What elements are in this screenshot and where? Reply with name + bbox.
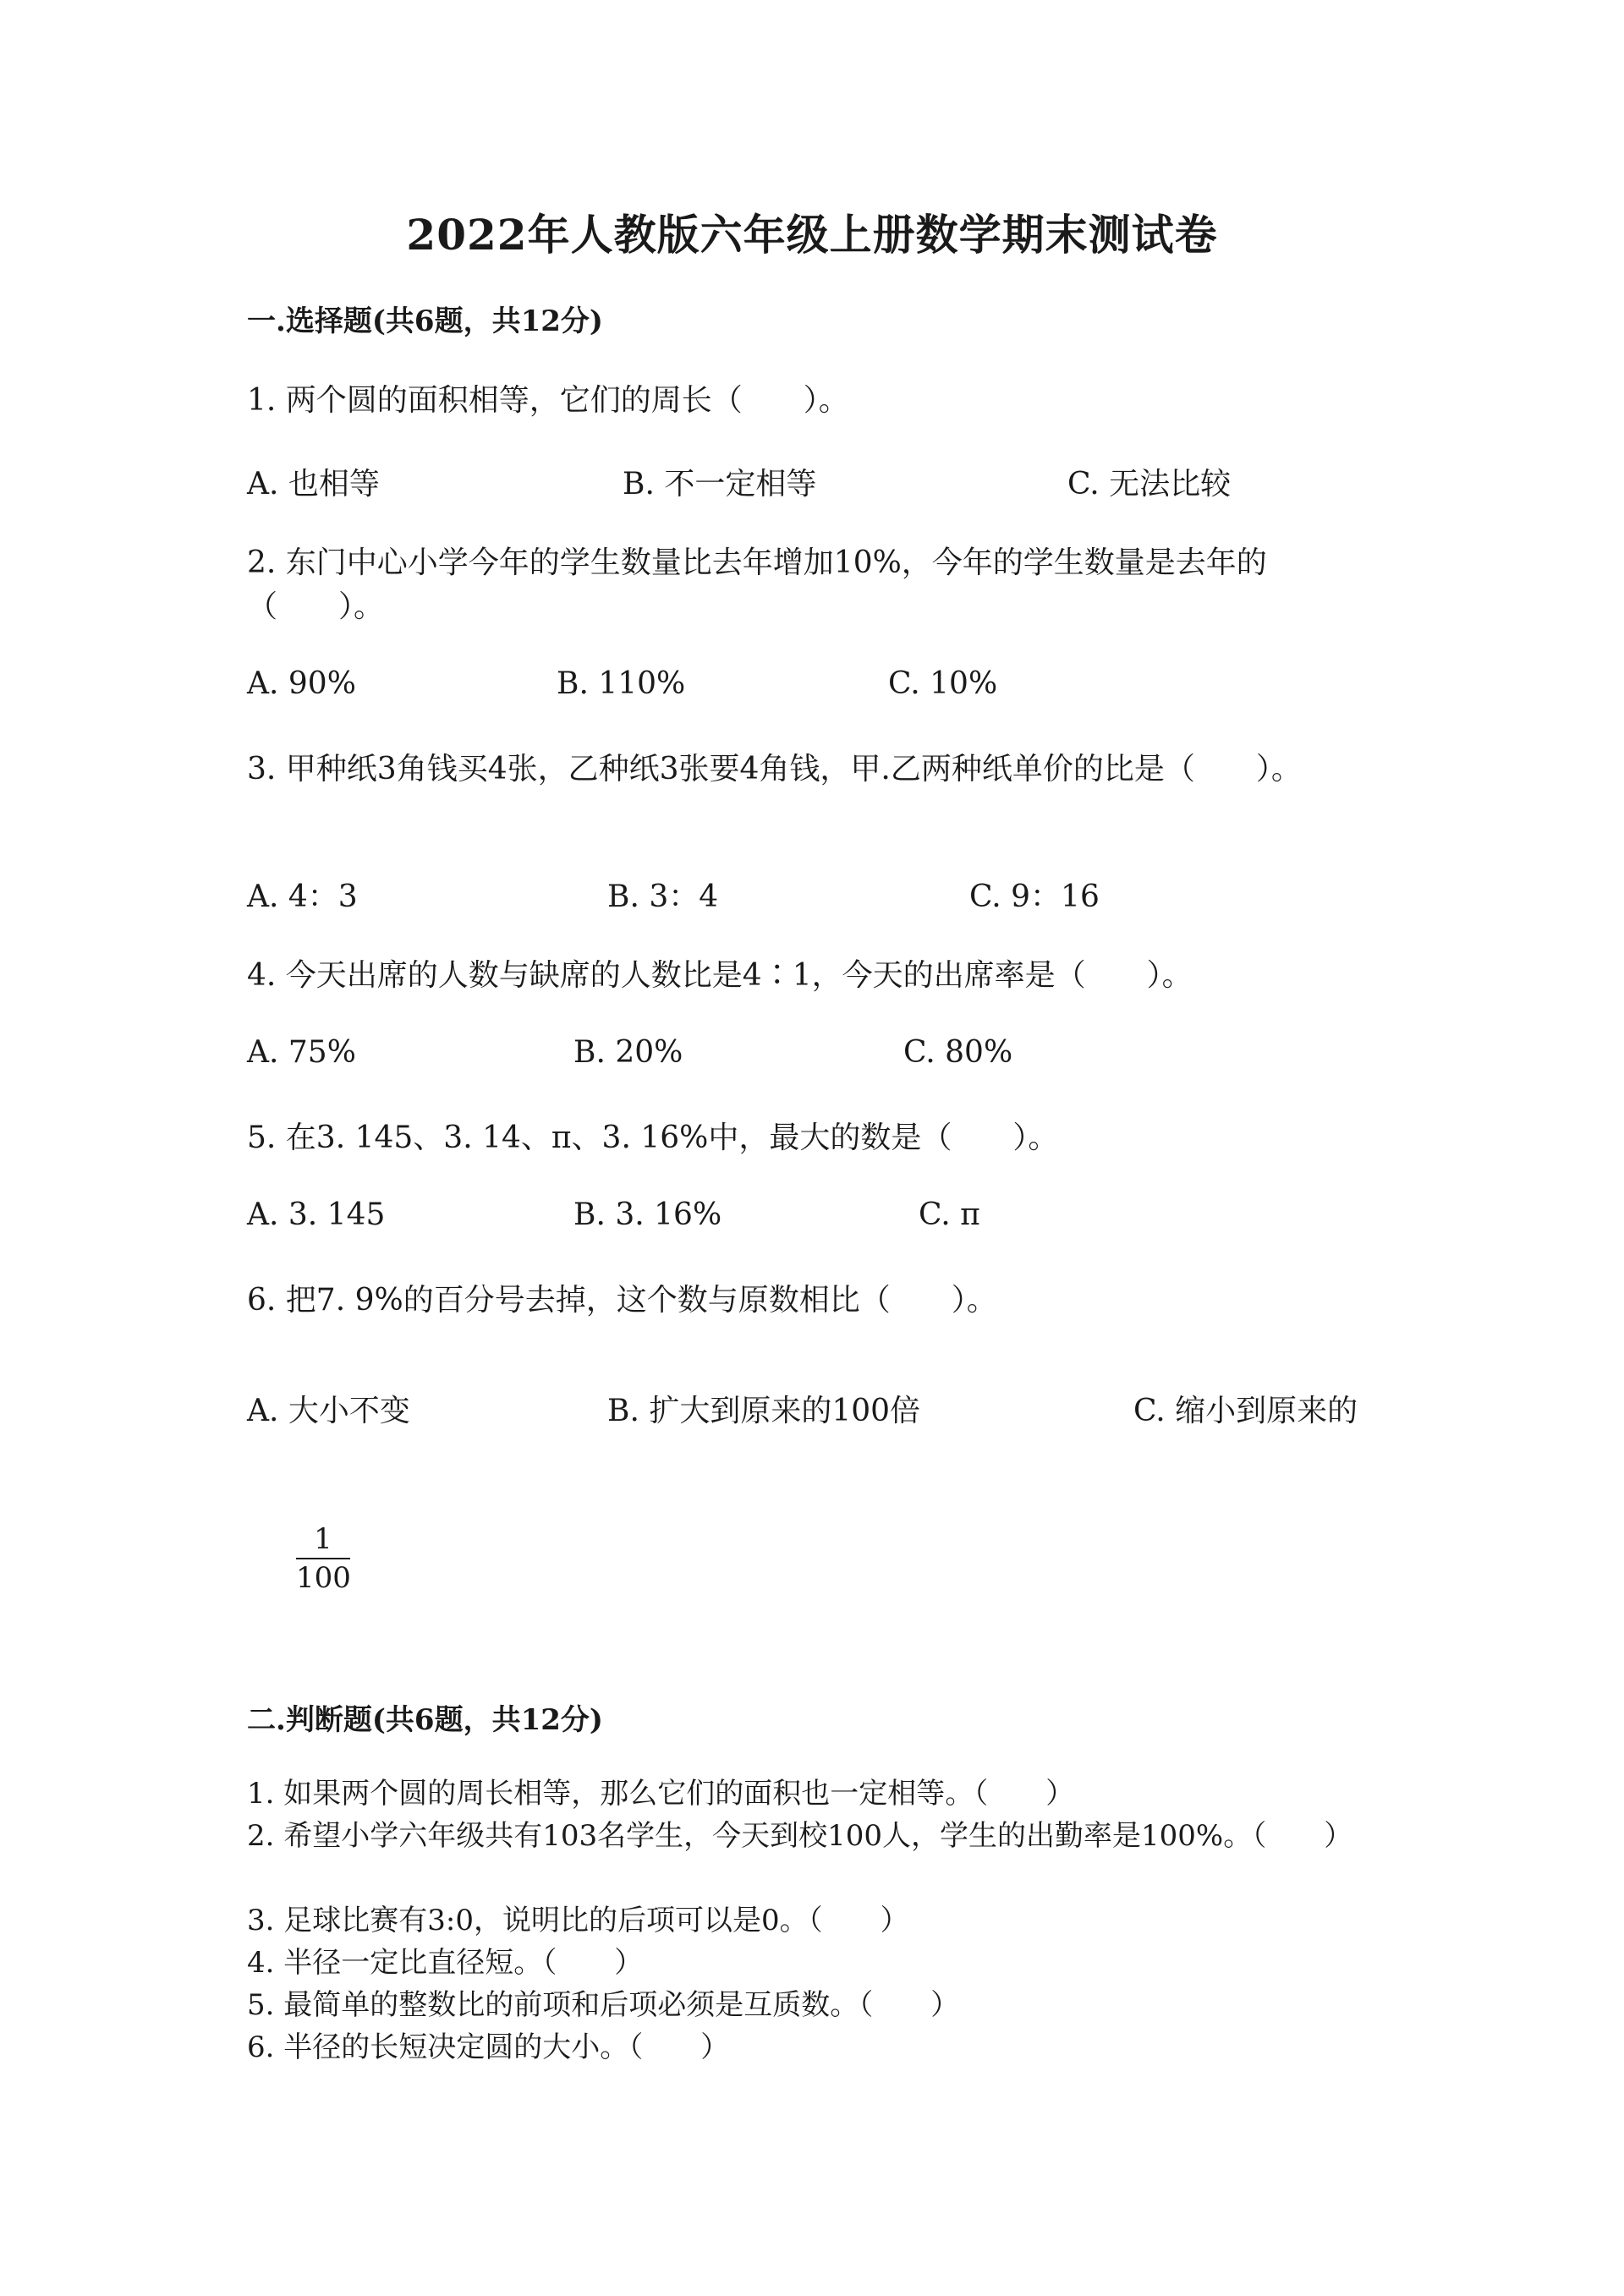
question-2: 2. 东门中心小学今年的学生数量比去年增加10%，今年的学生数量是去年的（ ）。 xyxy=(247,545,1267,624)
question-6-option-c: C. 缩小到原来的 xyxy=(1133,1394,1358,1428)
tf-item-6: 6. 半径的长短决定圆的大小。（ ） xyxy=(247,2030,730,2064)
tf-item-5: 5. 最简单的整数比的前项和后项必须是互质数。（ ） xyxy=(247,1988,960,2022)
question-3-option-b: B. 3：4 xyxy=(607,879,719,914)
tf-item-3: 3. 足球比赛有3:0，说明比的后项可以是0。（ ） xyxy=(247,1904,909,1937)
question-3-option-a: A. 4：3 xyxy=(247,879,358,914)
tf-item-2: 2. 希望小学六年级共有103名学生，今天到校100人，学生的出勤率是100%。（ ） xyxy=(247,1819,1353,1853)
tf-item-1: 1. 如果两个圆的周长相等，那么它们的面积也一定相等。（ ） xyxy=(247,1777,1075,1811)
section-heading-choice: 一.选择题(共6题，共12分) xyxy=(247,304,603,338)
question-5: 5. 在3. 145、3. 14、π、3. 16%中，最大的数是（ ）。 xyxy=(247,1121,1059,1155)
question-2-option-c: C. 10% xyxy=(888,666,998,701)
question-5-option-c: C. π xyxy=(919,1197,980,1232)
question-4-option-c: C. 80% xyxy=(903,1035,1013,1070)
fraction-bar xyxy=(296,1558,350,1559)
question-4-option-a: A. 75% xyxy=(247,1035,356,1070)
question-1-option-b: B. 不一定相等 xyxy=(623,467,817,501)
tf-item-4: 4. 半径一定比直径短。（ ） xyxy=(247,1946,644,1980)
fraction-denominator: 100 xyxy=(296,1561,351,1595)
question-6: 6. 把7. 9%的百分号去掉，这个数与原数相比（ ）。 xyxy=(247,1283,997,1318)
question-3: 3. 甲种纸3角钱买4张，乙种纸3张要4角钱，甲.乙两种纸单价的比是（ ）。 xyxy=(247,752,1302,786)
fraction-one-hundredth xyxy=(296,1522,350,1595)
question-1-option-a: A. 也相等 xyxy=(247,467,380,501)
question-2-option-a: A. 90% xyxy=(247,666,356,701)
fraction-numerator: 1 xyxy=(314,1522,332,1556)
question-1-option-c: C. 无法比较 xyxy=(1067,467,1232,501)
question-5-option-b: B. 3. 16% xyxy=(573,1197,722,1232)
question-5-option-a: A. 3. 145 xyxy=(247,1197,386,1232)
question-2-option-b: B. 110% xyxy=(557,666,686,701)
section-heading-true-false: 二.判断题(共6题，共12分) xyxy=(247,1703,603,1737)
question-1: 1. 两个圆的面积相等，它们的周长（ ）。 xyxy=(247,383,849,418)
question-6-option-b: B. 扩大到原来的100倍 xyxy=(607,1394,921,1428)
question-3-option-c: C. 9：16 xyxy=(969,879,1100,914)
page-title: 2022年人教版六年级上册数学期末测试卷 xyxy=(406,210,1218,260)
question-4-option-b: B. 20% xyxy=(573,1035,683,1070)
question-4: 4. 今天出席的人数与缺席的人数比是4∶1，今天的出席率是（ ）。 xyxy=(247,958,1193,993)
question-6-option-a: A. 大小不变 xyxy=(247,1394,410,1428)
